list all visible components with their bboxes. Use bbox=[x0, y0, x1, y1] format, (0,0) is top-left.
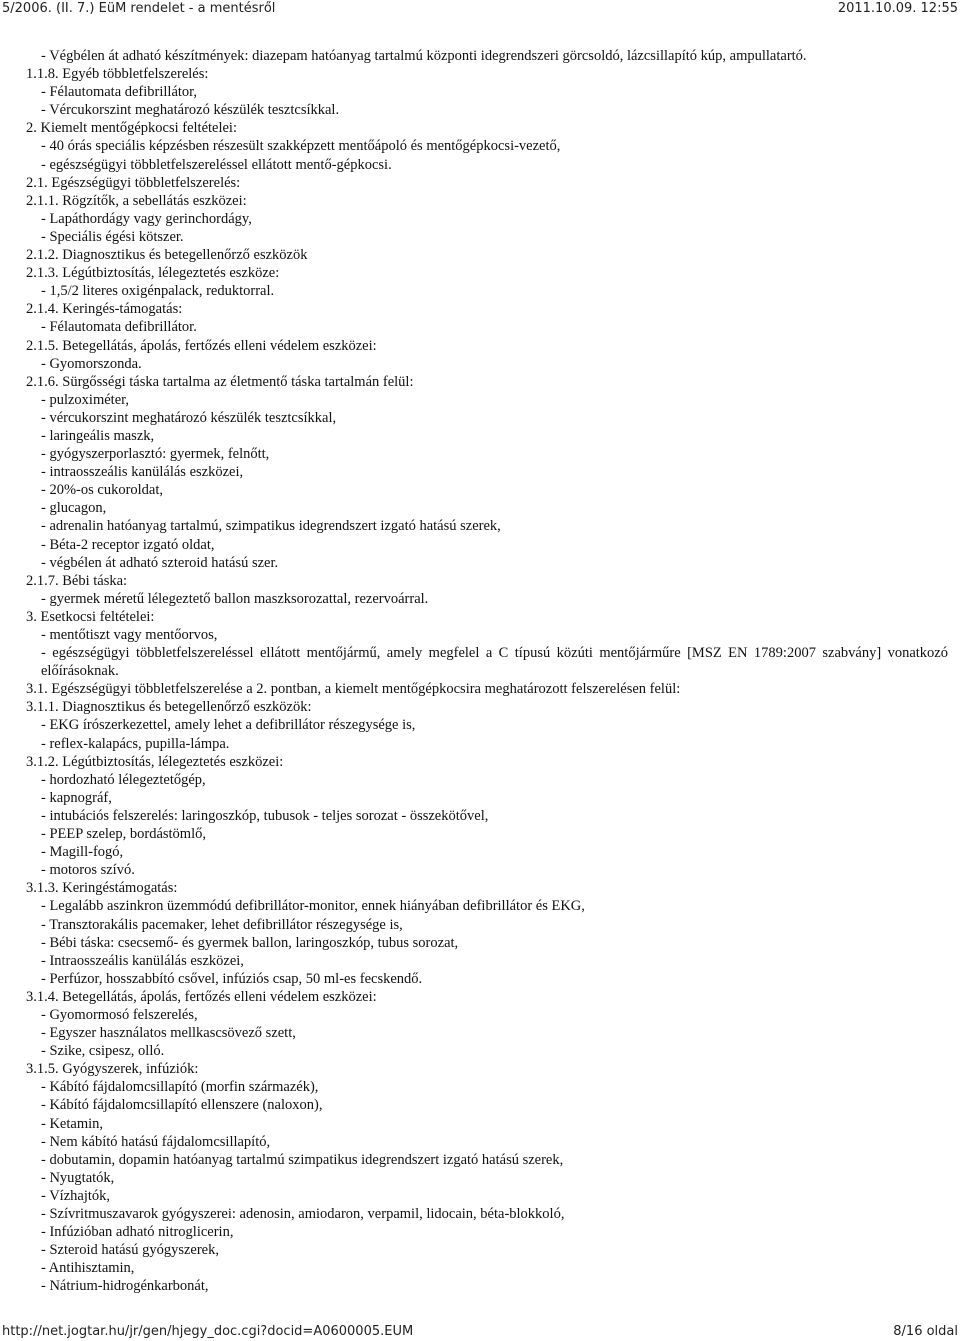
list-item: - intraosszeális kanülálás eszközei, bbox=[41, 464, 244, 481]
list-item: - Szteroid hatású gyógyszerek, bbox=[41, 1242, 219, 1259]
list-item: - Szike, csipesz, olló. bbox=[41, 1043, 165, 1060]
list-item: - Intraosszeális kanülálás eszközei, bbox=[41, 952, 244, 969]
section-heading: 2. Kiemelt mentőgépkocsi feltételei: bbox=[26, 120, 237, 137]
list-item: - Félautomata defibrillátor. bbox=[41, 319, 197, 336]
list-item: - PEEP szelep, bordástömlő, bbox=[41, 826, 206, 843]
section-heading: 3.1.4. Betegellátás, ápolás, fertőzés elleni védelem eszközei: bbox=[26, 988, 377, 1005]
section-heading: 2.1.1. Rögzítők, a sebellátás eszközei: bbox=[26, 192, 247, 209]
list-item: - végbélen át adható szteroid hatású szer. bbox=[41, 554, 279, 571]
list-item: - pulzoximéter, bbox=[41, 391, 129, 408]
list-item: - Magill-fogó, bbox=[41, 844, 124, 861]
list-item: - Legalább aszinkron üzemmódú defibrillátor-monitor, ennek hiányában defibrillátor és EKG, bbox=[41, 898, 585, 915]
page-header bbox=[2, 1, 958, 16]
section-heading: 3.1.2. Légútbiztosítás, lélegeztetés eszközei: bbox=[26, 753, 284, 770]
list-item: - Szívritmuszavarok gyógyszerei: adenosin, amiodaron, verpamil, lidocain, béta-blokkoló, bbox=[41, 1206, 565, 1222]
list-item: - gyógyszerporlasztó: gyermek, felnőtt, bbox=[41, 446, 270, 463]
list-item: - Vízhajtók, bbox=[41, 1187, 110, 1204]
source-url: http://net.jogtar.hu/jr/gen/hjegy_doc.cgi?docid=A0600005.EUM bbox=[2, 1324, 414, 1339]
list-item: - Gyomormosó felszerelés, bbox=[41, 1006, 198, 1023]
document-body bbox=[26, 47, 948, 1295]
list-item: - kapnográf, bbox=[41, 789, 112, 806]
list-item: - vércukorszint meghatározó készülék tesztcsíkkal, bbox=[41, 409, 337, 426]
list-item: - mentőtiszt vagy mentőorvos, bbox=[41, 627, 218, 643]
list-item: - adrenalin hatóanyag tartalmú, szimpatikus idegrendszert izgató hatású szerek, bbox=[41, 518, 501, 535]
list-item: - Transztorakális pacemaker, lehet defibrillátor részegysége is, bbox=[41, 916, 403, 933]
list-item: - Nyugtatók, bbox=[41, 1169, 115, 1186]
list-item: - EKG írószerkezettel, amely lehet a defibrillátor részegysége is, bbox=[41, 717, 416, 734]
list-item: - intubációs felszerelés: laringoszkóp, tubusok - teljes sorozat - összekötővel, bbox=[41, 807, 489, 824]
list-item: - 1,5/2 literes oxigénpalack, reduktorral. bbox=[41, 283, 275, 300]
section-heading: 2.1.5. Betegellátás, ápolás, fertőzés elleni védelem eszközei: bbox=[26, 337, 377, 354]
list-item: - Béta-2 receptor izgató oldat, bbox=[41, 536, 215, 553]
document-title: 5/2006. (II. 7.) EüM rendelet - a mentésről bbox=[2, 1, 276, 16]
list-item: - Lapáthordágy vagy gerinchordágy, bbox=[41, 210, 252, 227]
section-heading: 3.1.1. Diagnosztikus és betegellenőrző eszközök: bbox=[26, 699, 312, 716]
list-item: - Egyszer használatos mellkascsövező szett, bbox=[41, 1025, 296, 1042]
list-item: - hordozható lélegeztetőgép, bbox=[41, 771, 206, 788]
list-item: - Vércukorszint meghatározó készülék tesztcsíkkal. bbox=[41, 102, 340, 119]
list-item: - motoros szívó. bbox=[41, 862, 135, 879]
list-item: - Speciális égési kötszer. bbox=[41, 228, 184, 245]
page-footer bbox=[2, 1324, 958, 1339]
list-item: - laringeális maszk, bbox=[41, 427, 155, 444]
list-item: - dobutamin, dopamin hatóanyag tartalmú szimpatikus idegrendszert izgató hatású szerek, bbox=[41, 1151, 564, 1168]
list-item: - Félautomata defibrillátor, bbox=[41, 84, 198, 101]
list-item: - 20%-os cukoroldat, bbox=[41, 482, 164, 499]
section-heading: 3. Esetkocsi feltételei: bbox=[26, 608, 155, 625]
list-item: - glucagon, bbox=[41, 500, 107, 517]
list-item: - Perfúzor, hosszabbító csővel, infúziós csap, 50 ml-es fecskendő. bbox=[41, 970, 423, 987]
list-item: - Kábító fájdalomcsillapító (morfin származék), bbox=[41, 1079, 319, 1096]
section-heading: 2.1.2. Diagnosztikus és betegellenőrző eszközök bbox=[26, 247, 308, 264]
list-item: - Nem kábító hatású fájdalomcsillapító, bbox=[41, 1133, 271, 1150]
list-item: - Nátrium-hidrogénkarbonát, bbox=[41, 1278, 209, 1295]
list-item: - Ketamin, bbox=[41, 1115, 104, 1132]
list-item: - 40 órás speciális képzésben részesült szakképzett mentőápoló és mentőgépkocsi-vezető, bbox=[41, 138, 561, 155]
section-heading: 2.1.7. Bébi táska: bbox=[26, 572, 128, 589]
page-number: 8/16 oldal bbox=[893, 1324, 958, 1339]
section-heading: 1.1.8. Egyéb többletfelszerelés: bbox=[26, 66, 209, 83]
list-item: - Gyomorszonda. bbox=[41, 355, 142, 372]
list-item: - gyermek méretű lélegeztető ballon maszksorozattal, rezervoárral. bbox=[41, 590, 429, 607]
list-item: - Kábító fájdalomcsillapító ellenszere (naloxon), bbox=[41, 1097, 323, 1114]
print-datetime: 2011.10.09. 12:55 bbox=[837, 1, 958, 16]
section-heading: 2.1. Egészségügyi többletfelszerelés: bbox=[26, 174, 241, 191]
section-heading: 3.1.3. Keringéstámogatás: bbox=[26, 880, 178, 897]
list-item: - Bébi táska: csecsemő- és gyermek ballon, laringoszkóp, tubus sorozat, bbox=[41, 934, 459, 951]
section-heading: 2.1.3. Légútbiztosítás, lélegeztetés eszköze: bbox=[26, 265, 280, 282]
list-item: - egészségügyi többletfelszereléssel ellátott mentőjármű, amely megfelel a C típusú közúti mentőjárműre [MSZ EN 1789:2007 szabvány] vonatkozó előírásoknak. bbox=[41, 645, 948, 680]
list-item: - Infúzióban adható nitroglicerin, bbox=[41, 1224, 234, 1241]
section-heading: 2.1.4. Keringés-támogatás: bbox=[26, 301, 183, 318]
list-item: - Végbélen át adható készítmények: diazepam hatóanyag tartalmú központi idegrendszeri görcsoldó, lázcsillapító kúp, ampullatartó. bbox=[41, 48, 807, 64]
list-item: - Antihisztamin, bbox=[41, 1260, 135, 1277]
section-heading: 3.1.5. Gyógyszerek, infúziók: bbox=[26, 1061, 199, 1078]
section-heading: 2.1.6. Sürgősségi táska tartalma az életmentő táska tartalmán felül: bbox=[26, 373, 414, 390]
section-heading: 3.1. Egészségügyi többletfelszerelése a 2. pontban, a kiemelt mentőgépkocsira meghatározott felszerelésen felül: bbox=[26, 681, 681, 698]
list-item: - egészségügyi többletfelszereléssel ellátott mentő-gépkocsi. bbox=[41, 156, 392, 173]
list-item: - reflex-kalapács, pupilla-lámpa. bbox=[41, 735, 230, 752]
